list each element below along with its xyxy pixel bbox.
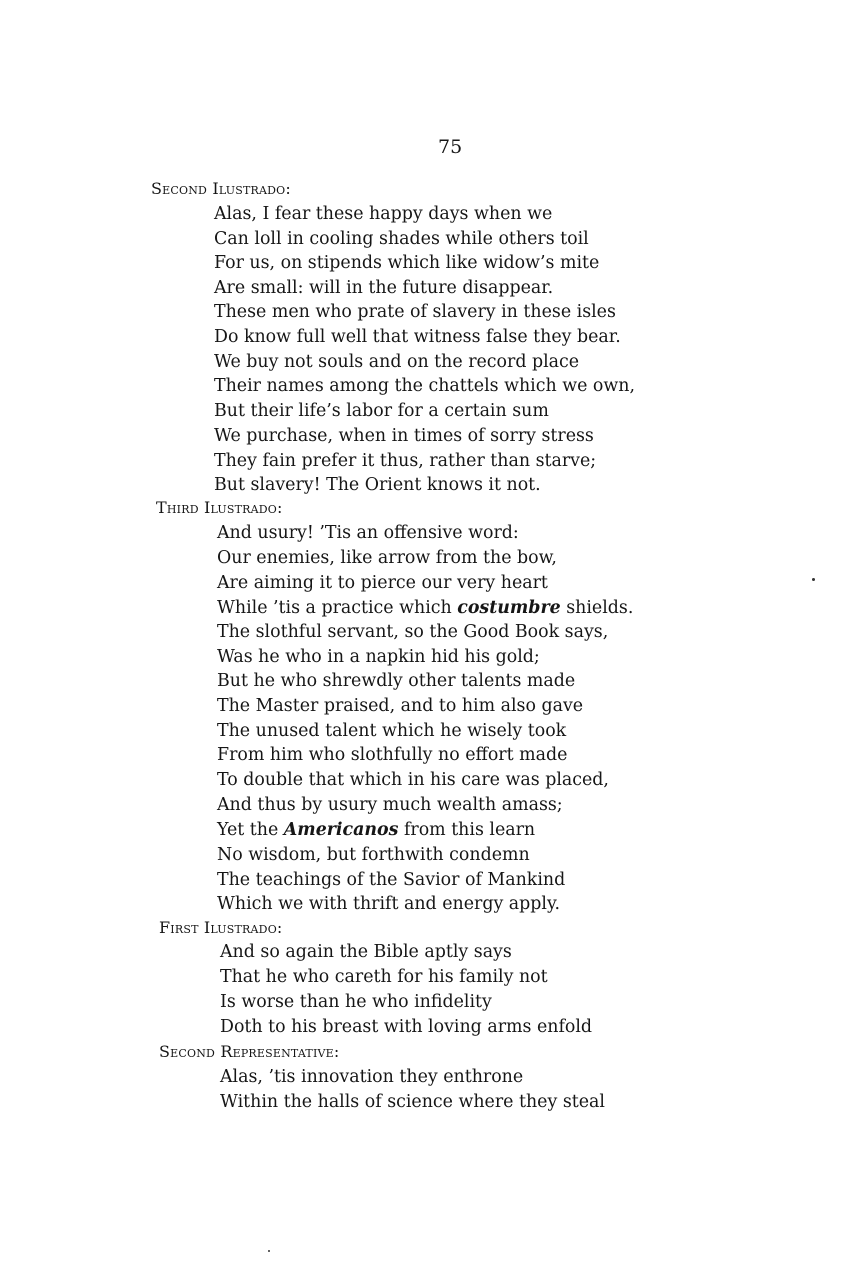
verse-line: From him who slothfully no effort made	[217, 745, 568, 765]
verse-line: For us, on stipends which like widow’s mite	[214, 253, 600, 273]
verse-line: They fain prefer it thus, rather than starve;	[214, 451, 597, 471]
verse-line: That he who careth for his family not	[220, 967, 548, 987]
verse-line: We purchase, when in times of sorry stress	[214, 426, 594, 446]
verse-line: Doth to his breast with loving arms enfold	[220, 1017, 593, 1037]
verse-line: And so again the Bible aptly says	[220, 942, 512, 962]
verse-line: Are small: will in the future disappear.	[214, 278, 554, 298]
speaker-label: Second Representative:	[159, 1042, 340, 1061]
verse-line: Our enemies, like arrow from the bow,	[217, 548, 557, 568]
verse-line: The unused talent which he wisely took	[217, 721, 567, 741]
verse-line: Which we with thrift and energy apply.	[217, 894, 561, 914]
italic-term: costumbre	[457, 598, 561, 618]
verse-line: While ’tis a practice which costumbre shields.	[217, 598, 634, 618]
verse-line: And usury! ’Tis an offensive word:	[217, 523, 519, 543]
verse-line: But slavery! The Orient knows it not.	[214, 475, 541, 495]
verse-line: The slothful servant, so the Good Book says,	[217, 622, 609, 642]
scan-speck	[268, 1250, 270, 1252]
verse-line: These men who prate of slavery in these isles	[214, 302, 616, 322]
verse-line: We buy not souls and on the record place	[214, 352, 580, 372]
verse-line: Alas, ’tis innovation they enthrone	[220, 1067, 524, 1087]
verse-line: The Master praised, and to him also gave	[217, 696, 584, 716]
verse-line: To double that which in his care was placed,	[217, 770, 609, 790]
speaker-label: First Ilustrado:	[159, 918, 283, 937]
verse-line: Within the halls of science where they steal	[220, 1092, 605, 1112]
verse-line: But he who shrewdly other talents made	[217, 671, 576, 691]
verse-line: Was he who in a napkin hid his gold;	[217, 647, 540, 667]
speaker-label: Second Ilustrado:	[151, 179, 291, 198]
speaker-label: Third Ilustrado:	[156, 498, 283, 517]
verse-line: Their names among the chattels which we own,	[214, 376, 635, 396]
verse-line: Do know full well that witness false they bear.	[214, 327, 621, 347]
verse-line: Can loll in cooling shades while others toil	[214, 229, 589, 249]
verse-line: And thus by usury much wealth amass;	[217, 795, 563, 815]
verse-line: Are aiming it to pierce our very heart	[217, 573, 548, 593]
verse-line: Is worse than he who infidelity	[220, 992, 492, 1012]
verse-line: Yet the Americanos from this learn	[217, 820, 536, 840]
verse-line: The teachings of the Savior of Mankind	[217, 870, 566, 890]
page-number: 75	[438, 136, 463, 158]
italic-term: Americanos	[283, 820, 399, 840]
scan-speck	[812, 578, 815, 581]
verse-line: No wisdom, but forthwith condemn	[217, 845, 530, 865]
verse-line: But their life’s labor for a certain sum	[214, 401, 549, 421]
verse-line: Alas, I fear these happy days when we	[214, 204, 553, 224]
